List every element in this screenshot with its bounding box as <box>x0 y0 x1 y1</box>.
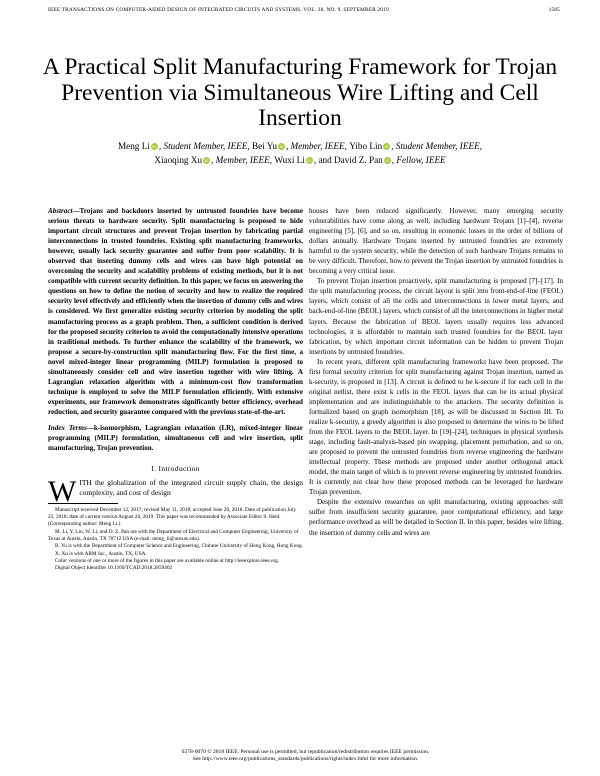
intro-paragraph <box>48 475 303 509</box>
index-terms-label: Index Terms <box>48 423 87 432</box>
abstract-label: Abstract <box>48 207 73 215</box>
body-paragraph: To prevent Trojan insertion proactively, split manufacturing is proposed [7]–[17]. In the split manufacturing process, the circuit layout is split into front-end-of-line (FEOL) layers, which consist of all the cells and interconnections in lower metal layers, and back-end-of-line (BEOL) layers, which consist of all the interconnections in higher metal layers. Because the fabrication of BEOL layers usually requires less advanced technologies, it is affordable to maintain such trusted foundries for the BEOL layer fabrication, by which important circuit information can be hidden to prevent Trojan insertions by untrusted foundries. <box>309 277 563 356</box>
orcid-icon[interactable]: iD <box>307 157 312 163</box>
body-paragraph: In recent years, different split manufacturing frameworks have been proposed. The first formal security criterion for split manufacturing against Trojan insertion, named as k-security, is proposed in [13]. A circuit is defined to be k-secure if for each cell in the original netlist, there exist k cells in the FEOL layers that can be its actual physical implementation and are indistinguishable to the attackers. The security definition is formalized based on graph isomorphism [18], as will be discussed in Section III. To realize k-security, a greedy algorithm is also proposed to determine the wires to be lifted from the FEOL layers to the BEOL layer. In [19]–[24], techniques in physical synthesis stage, including fault-analysis-based pin swapping, placement perturbation, and so on, are proposed to prevent the untrusted foundries from reverse engineering the hardware intellectual property. These methods are proposed under another orthogonal attack model, the main target of which is to prevent reverse engineering by untrusted foundries. It is currently not clear how these proposed methods can be leveraged for hardware Trojan prevention. <box>309 357 563 497</box>
footnote-affiliation: M. Li, Y. Lin, W. Li, and D. Z. Pan are with the Department of Electrical and Computer Engineering, University of Texas at Austin, Austin, TX 78712 USA (e-mail: meng_li@utexas.edu). <box>48 528 299 542</box>
body-paragraph: Despite the extensive researches on split manufacturing, existing approaches still suffer from insufficient security guarantee, poor computational efficiency, and large performance overhead as will be detailed in Section II. In this paper, besides wire lifting, the insertion of dummy cells and wires are <box>309 498 563 537</box>
author-affiliation: , Member, IEEE, <box>211 154 275 165</box>
author-affiliation: , Student Member, IEEE, <box>158 141 253 151</box>
right-column <box>309 206 563 538</box>
orcid-icon[interactable]: iD <box>204 157 209 163</box>
orcid-icon[interactable]: iD <box>152 144 157 149</box>
rights-link[interactable]: See http://www.ieee.org/publications_standards/publications/rights/index.html for more information. <box>192 756 419 763</box>
section-heading: I. Introduction <box>151 464 200 474</box>
author-name: David Z. Pan <box>334 154 383 165</box>
left-column <box>48 206 303 572</box>
author-name: Bei Yu <box>252 141 277 151</box>
journal-header: IEEE TRANSACTIONS ON COMPUTER-AIDED DESIGN OF INTEGRATED CIRCUITS AND SYSTEMS, VOL. 38, NO. 9, SEPTEMBER 2019 <box>48 7 389 13</box>
footnote-affiliation: B. Yu is with the Department of Computer Science and Engineering, Chinese University of Hong Kong, Hong Kong. <box>55 543 303 550</box>
orcid-icon[interactable]: iD <box>385 157 390 163</box>
footnote-affiliation: X. Xu is with ARM Inc., Austin, TX, USA. <box>55 550 147 557</box>
author-name: Wuxi Li <box>274 154 305 165</box>
copyright-line: 0278-0070 © 2018 IEEE. Personal use is permitted, but republication/redistribution requires IEEE permission. <box>181 749 430 755</box>
abstract <box>48 206 303 417</box>
author-affiliation: , and <box>313 154 334 165</box>
abstract-text: —Trojans and backdoors inserted by untrusted foundries have become serious threats to hardware security. Split manufacturing is proposed to hide important circuit structures and prevent Trojan insertion by fabricating partial interconnections in trusted foundries. Existing split manufacturing frameworks, however, usually lack security guarantee and suffer from poor scalability. It is observed that inserting dummy cells and wires can have high potential on overcoming the security and scalability problems of existing methods, but it is not compatible with current security definition. In this paper, we focus on answering the questions on how to define the notion of security and how to realize the required security level effectively and efficiently when the insertion of dummy cells and wires is considered. We first generalize existing security criterion by modeling the split manufacturing process as a graph problem. Then, a sufficient condition is derived for the proposed security criterion to avoid the computationally intensive operations in traditional methods. To further enhance the scalability of the framework, we propose a secure-by-construction split manufacturing flow. For the first time, a novel mixed-integer linear programming (MILP) formulation is proposed to simultaneously consider cell and wire insertion together with wire lifting. A Lagrangian relaxation algorithm with a minimum-cost flow transformation technique is employed to solve the MILP formulation efficiently. With extensive experiments, our framework demonstrates significantly better efficiency, overhead reduction, and security guarantee compared with the previous state-of-the-art. <box>48 207 303 416</box>
footnotes <box>48 507 303 573</box>
author-name: Meng Li <box>117 141 150 151</box>
orcid-icon[interactable]: iD <box>279 144 284 149</box>
author-name: Xiaoqing Xu <box>154 154 203 165</box>
author-affiliation: , Fellow, IEEE <box>391 154 446 165</box>
orcid-icon[interactable]: iD <box>384 144 389 149</box>
footnote-color: Color versions of one or more of the figures in this paper are available online at http://ieeexplore.ieee.org. <box>55 557 280 564</box>
index-terms <box>48 423 303 453</box>
author-affiliation: , Student Member, IEEE, <box>391 141 483 151</box>
copyright-footer <box>48 749 563 764</box>
page-number: 1585 <box>548 7 560 13</box>
running-header <box>48 7 560 13</box>
author-list <box>30 140 570 167</box>
author-line-1 <box>30 140 570 154</box>
paper-title: A Practical Split Manufacturing Framework for Trojan Prevention via Simultaneous Wire Lifting and Cell Insertion <box>42 54 558 131</box>
body-paragraph: houses have been reduced significantly. However, many emerging security vulnerabilities have come along as well, including hardware Trojans [1]–[4], reverse engineering [5], [6], and so on, resulting in economic losses in the order of billions of dollars annually. Hardware Trojans inserted by untrusted foundries are extremely harmful to the system security, while the detection of such hardware Trojans remains to be very difficult. Therefore, how to prevent the Trojan insertion by untrusted foundries is becoming a very critical issue. <box>309 207 563 276</box>
author-name: Yibo Lin <box>349 141 383 151</box>
author-affiliation: , Member, IEEE, <box>285 141 350 151</box>
footnote-doi: Digital Object Identifier 10.1109/TCAD.2018.2859402 <box>55 565 173 572</box>
footnote-manuscript: Manuscript received December 12, 2017; revised May 11, 2018; accepted June 20, 2018. Date of publication July 25, 2018; date of current version August 20, 2019. This paper was recommended by Associate Editor S. Held. (Corresponding author: Meng Li.) <box>48 506 297 528</box>
intro-text: ITH the globalization of the integrated circuit supply chain, the design complexity, and cost of design <box>79 478 303 498</box>
author-line-2 <box>30 154 570 168</box>
drop-cap: W <box>48 475 77 509</box>
index-terms-text: —k-isomorphism, Lagrangian relaxation (LR), mixed-integer linear programming (MILP) formulation, simultaneous cell and wire insertion, split manufacturing, Trojan prevention. <box>48 423 303 453</box>
